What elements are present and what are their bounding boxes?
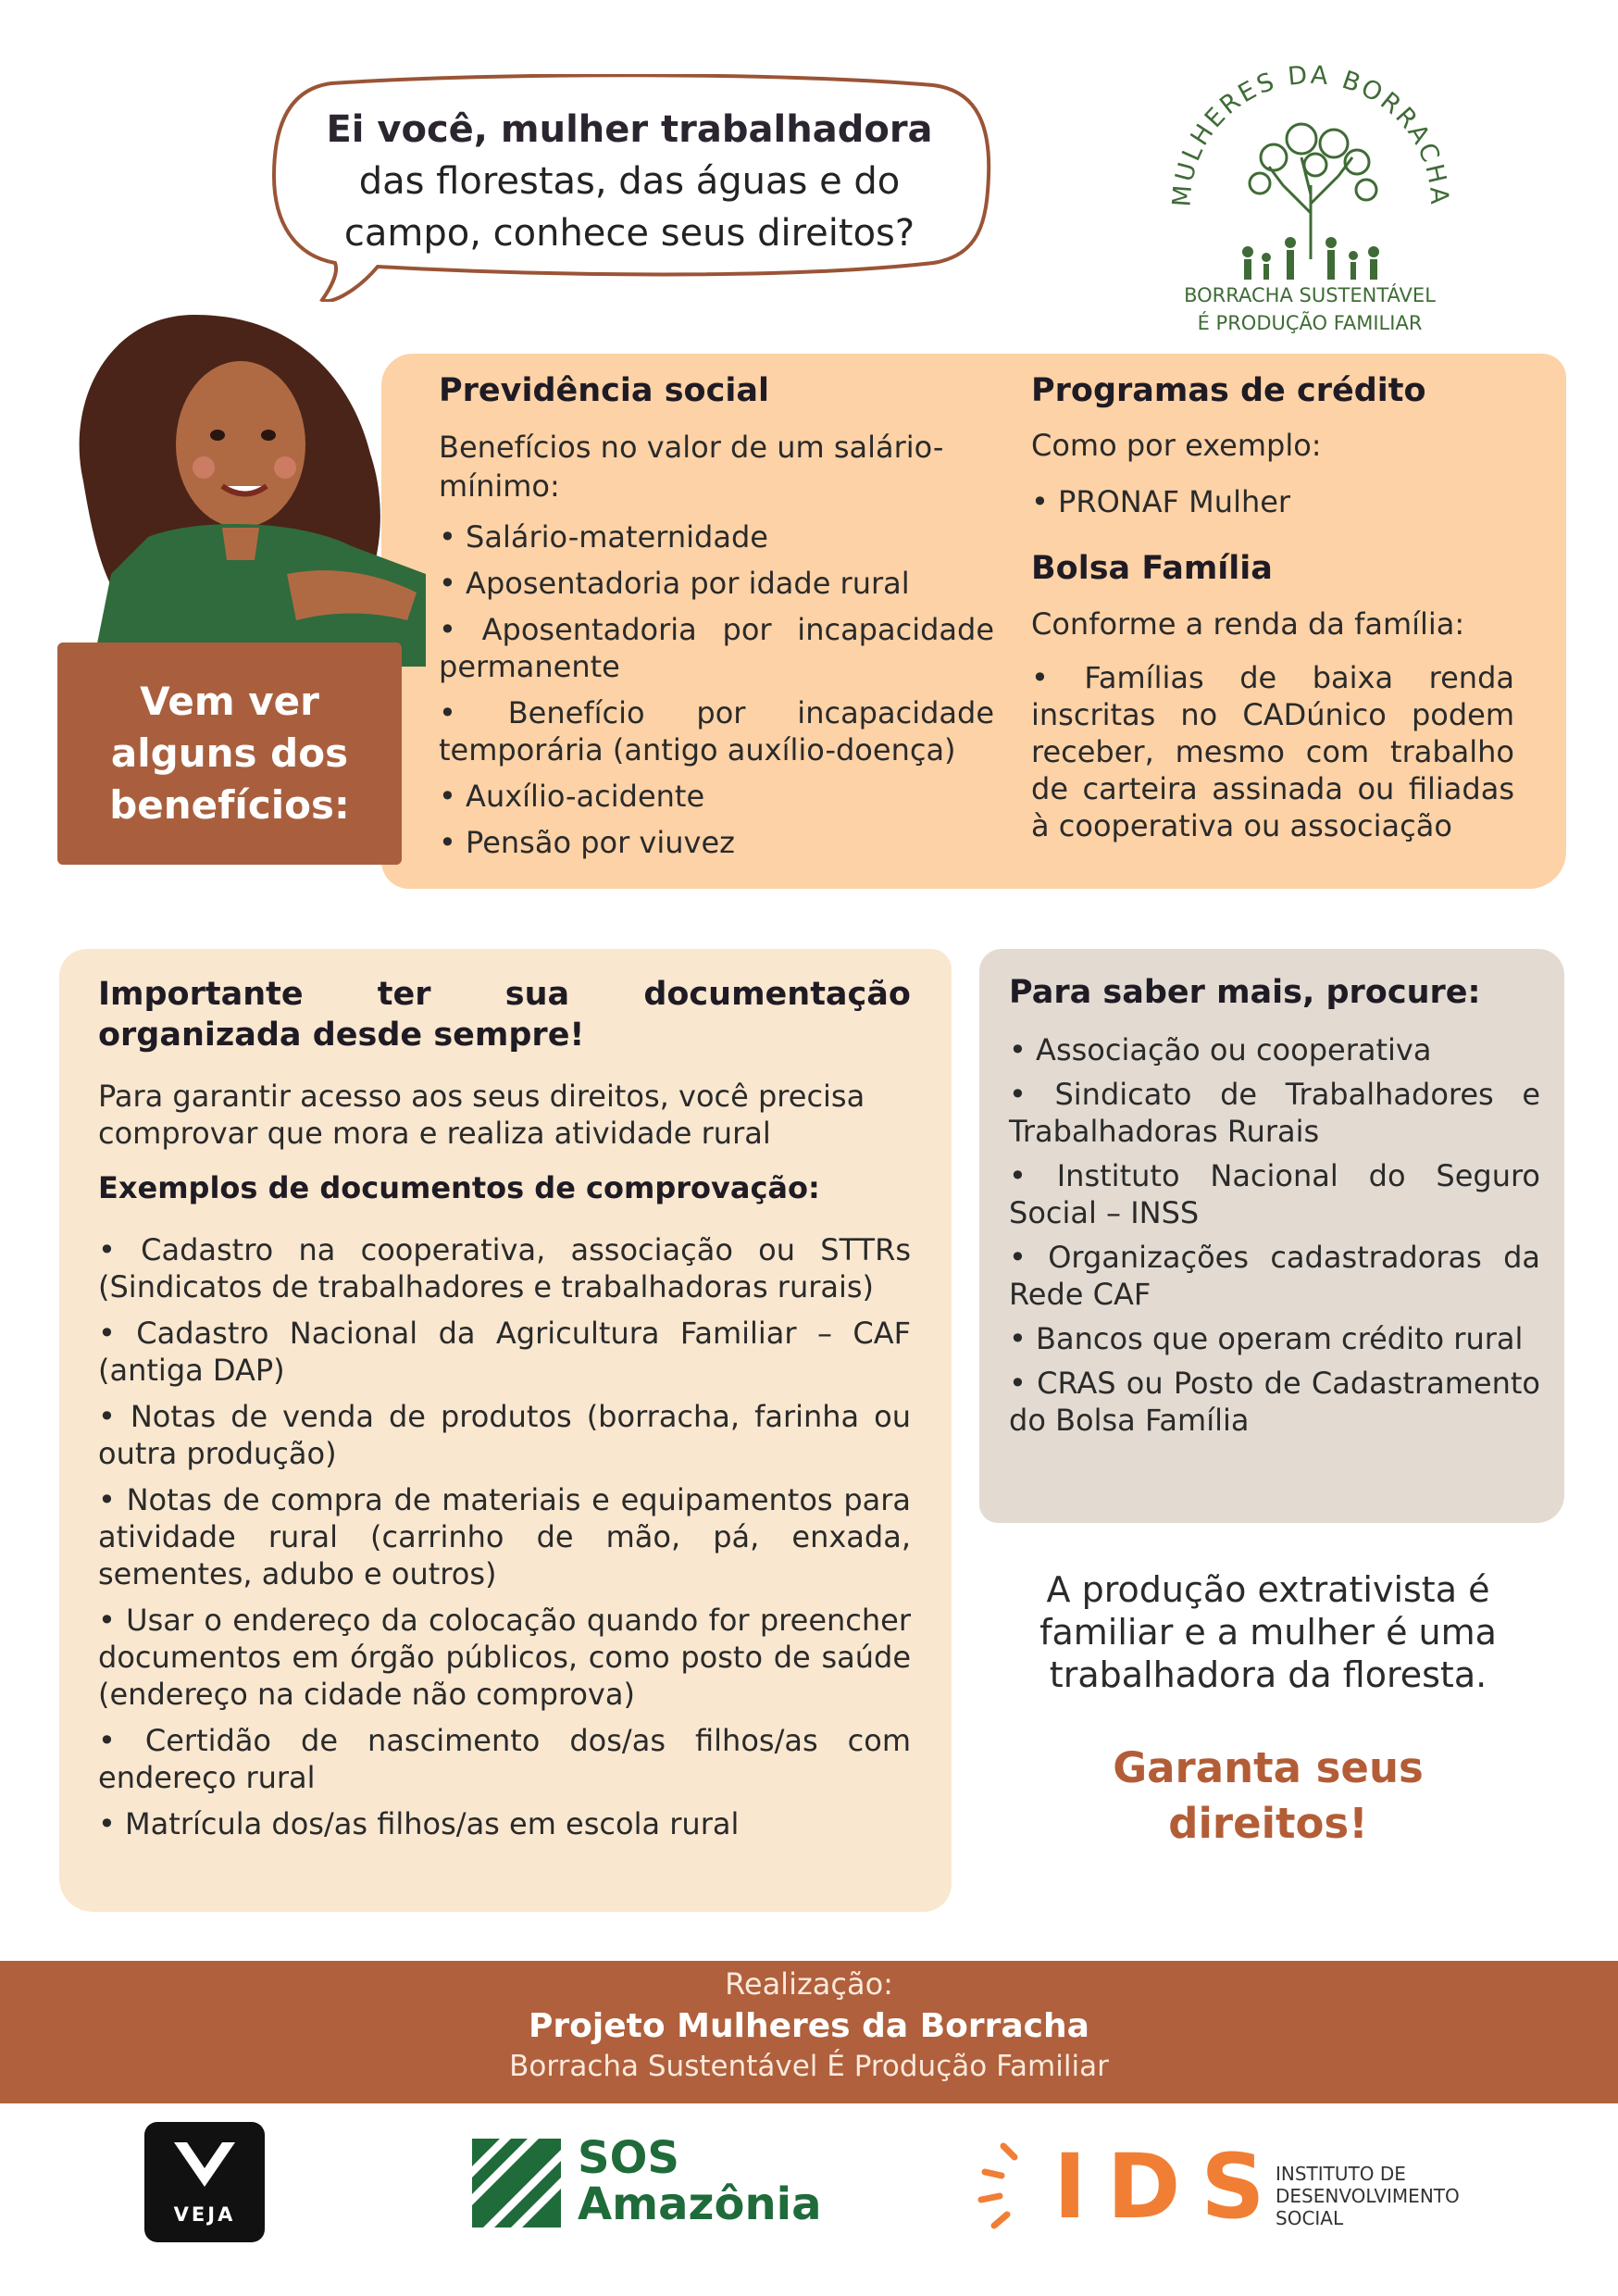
documents-intro: Para garantir acesso aos seus direitos, você precisa comprovar que mora e realiza atividade rural [98, 1079, 865, 1151]
list-item: • Notas de venda de produtos (borracha, farinha ou outra produção) [98, 1399, 911, 1471]
learn-more-list [1009, 1031, 1540, 1446]
woman-illustration [56, 296, 426, 667]
list-item: • Aposentadoria por idade rural [439, 566, 910, 601]
list-item: • Salário-maternidade [439, 519, 768, 555]
list-item: • Sindicato de Trabalhadores e Trabalhadoras Rurais [1009, 1077, 1540, 1149]
documents-subtitle: Exemplos de documentos de comprovação: [98, 1170, 820, 1205]
closing-line-1: A produção extrativista é [1046, 1569, 1490, 1610]
documents-title [98, 974, 911, 1055]
list-item: • PRONAF Mulher [1031, 484, 1291, 519]
closing-statement [1009, 1568, 1527, 1696]
veja-v-icon [144, 2122, 265, 2205]
list-item: • Associação ou cooperativa [1009, 1032, 1432, 1067]
list-item: • Benefício por incapacidade temporária (antigo auxílio-doença) [439, 695, 994, 767]
list-item: • Cadastro na cooperativa, associação ou STTRs (Sindicatos de trabalhadores e trabalhadoras rurais) [98, 1232, 911, 1304]
cta-line-2: direitos! [1168, 1799, 1368, 1848]
list-item: • Aposentadoria por incapacidade permanente [439, 612, 994, 684]
list-item: • Pensão por viuvez [439, 825, 735, 860]
previdencia-intro: Benefícios no valor de um salário-mínimo: [439, 430, 944, 504]
sos-line-1: SOS [578, 2132, 679, 2184]
title-word: sua [504, 976, 570, 1013]
bubble-line-1: Ei você, mulher trabalhadora [326, 108, 933, 151]
list-item: • Instituto Nacional do Seguro Social – INSS [1009, 1158, 1540, 1230]
ids-sun-icon [976, 2137, 1050, 2239]
bubble-question [278, 104, 981, 259]
list-item: • Certidão de nascimento dos/as filhos/as com endereço rural [98, 1723, 911, 1795]
intro-line-3: benefícios: [109, 782, 350, 828]
call-to-action [1009, 1741, 1527, 1852]
sos-amazonia-leaf-icon [472, 2139, 561, 2227]
list-item: • Organizações cadastradoras da Rede CAF [1009, 1240, 1540, 1312]
intro-box-text [57, 676, 402, 831]
intro-line-2: alguns dos [110, 730, 349, 776]
title-row-2: organizada desde sempre! [98, 1017, 585, 1054]
footer-realizacao: Realização: [725, 1966, 893, 2002]
closing-line-3: trabalhadora da floresta. [1049, 1654, 1487, 1695]
list-item: • Usar o endereço da colocação quando for preencher documentos em órgão públicos, como posto de saúde (endereço na cidade não comprova) [98, 1603, 911, 1712]
list-item: • Bancos que operam crédito rural [1009, 1321, 1524, 1356]
list-item: • Auxílio-acidente [439, 779, 705, 814]
credito-list [1031, 483, 1290, 520]
title-word: Importante [98, 976, 304, 1013]
bolsa-text: • Famílias de baixa renda inscritas no CADúnico podem receber, mesmo com trabalho de carteira assinada ou filiadas à cooperativa ou associação [1031, 660, 1514, 843]
footer-subtitle: Borracha Sustentável É Produção Familiar [509, 2050, 1109, 2083]
previdencia-title: Previdência social [439, 372, 769, 409]
learn-more-title: Para saber mais, procure: [1009, 974, 1481, 1011]
title-word: ter [377, 976, 431, 1013]
logo-sub-line-2: É PRODUÇÃO FAMILIAR [1197, 312, 1423, 334]
list-item: • Matrícula dos/as filhos/as em escola rural [98, 1806, 740, 1841]
ids-line-3: SOCIAL [1276, 2207, 1344, 2229]
list-item: • Cadastro Nacional da Agricultura Familiar – CAF (antiga DAP) [98, 1316, 911, 1388]
ids-line-1: INSTITUTO DE [1276, 2163, 1406, 2185]
cta-line-1: Garanta seus [1113, 1743, 1424, 1792]
logo-subtitle [1157, 281, 1462, 337]
credito-title: Programas de crédito [1031, 372, 1426, 409]
sos-amazonia-wordmark [578, 2132, 822, 2230]
ids-wordmark: IDS [1053, 2135, 1286, 2239]
bubble-line-2: das florestas, das águas e do [358, 160, 901, 203]
bolsa-title: Bolsa Família [1031, 550, 1273, 587]
logo-arc-text: MULHERES DA BORRACHA [1167, 60, 1454, 208]
bolsa-intro: Conforme a renda da família: [1031, 606, 1465, 642]
veja-wordmark: VEJA [173, 2203, 236, 2226]
previdencia-list [439, 518, 994, 870]
bubble-line-3: campo, conhece seus direitos? [343, 212, 915, 255]
documents-list [98, 1231, 911, 1852]
list-item: • Notas de compra de materiais e equipamentos para atividade rural (carrinho de mão, pá, enxada, sementes, adubo e outros) [98, 1482, 911, 1591]
footer-project-name: Projeto Mulheres da Borracha [529, 2007, 1089, 2045]
ids-full-name [1276, 2163, 1460, 2229]
list-item: • CRAS ou Posto de Cadastramento do Bolsa Família [1009, 1366, 1540, 1438]
closing-line-2: familiar e a mulher é uma [1039, 1612, 1497, 1653]
intro-line-1: Vem ver [140, 679, 319, 724]
ids-line-2: DESENVOLVIMENTO [1276, 2185, 1460, 2207]
sos-line-2: Amazônia [578, 2178, 822, 2230]
title-word: documentação [643, 976, 911, 1013]
logo-sub-line-1: BORRACHA SUSTENTÁVEL [1184, 284, 1436, 306]
credito-intro: Como por exemplo: [1031, 428, 1322, 463]
